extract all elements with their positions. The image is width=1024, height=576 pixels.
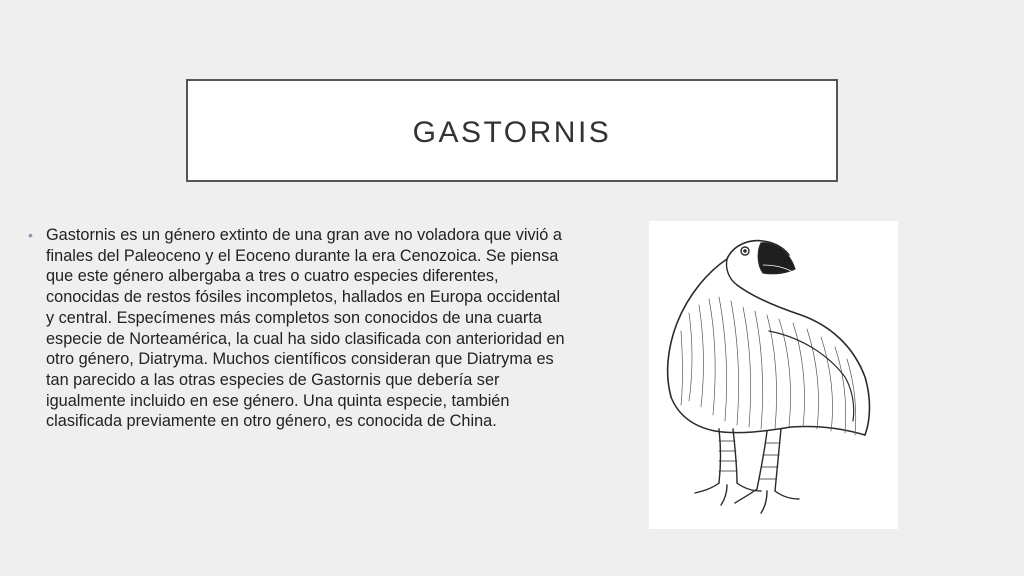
title-box <box>186 79 838 182</box>
content-area <box>24 225 572 432</box>
gastornis-illustration <box>649 221 898 529</box>
bullet-icon: • <box>28 227 33 243</box>
bullet-item <box>24 225 572 432</box>
slide-title: GASTORNIS <box>412 115 612 149</box>
gastornis-bird-sketch-icon <box>649 221 898 529</box>
bullet-text: Gastornis es un género extinto de una gran ave no voladora que vivió a finales del Paleoceno y el Eoceno durante la era Cenozoica. Se piensa que este género albergaba a tres o cuatro especies diferentes, conocidas de restos fósiles incompletos, hallados en Europa occidental y central. Especímenes más completos son conocidos de una cuarta especie de Norteamérica, la cual ha sido clasificada con anterioridad en otro género, Diatryma. Muchos científicos consideran que Diatryma es tan parecido a las otras especies de Gastornis que debería ser igualmente incluido en ese género. Una quinta especie, también clasificada previamente en otro género, es conocida de China. <box>46 226 565 431</box>
